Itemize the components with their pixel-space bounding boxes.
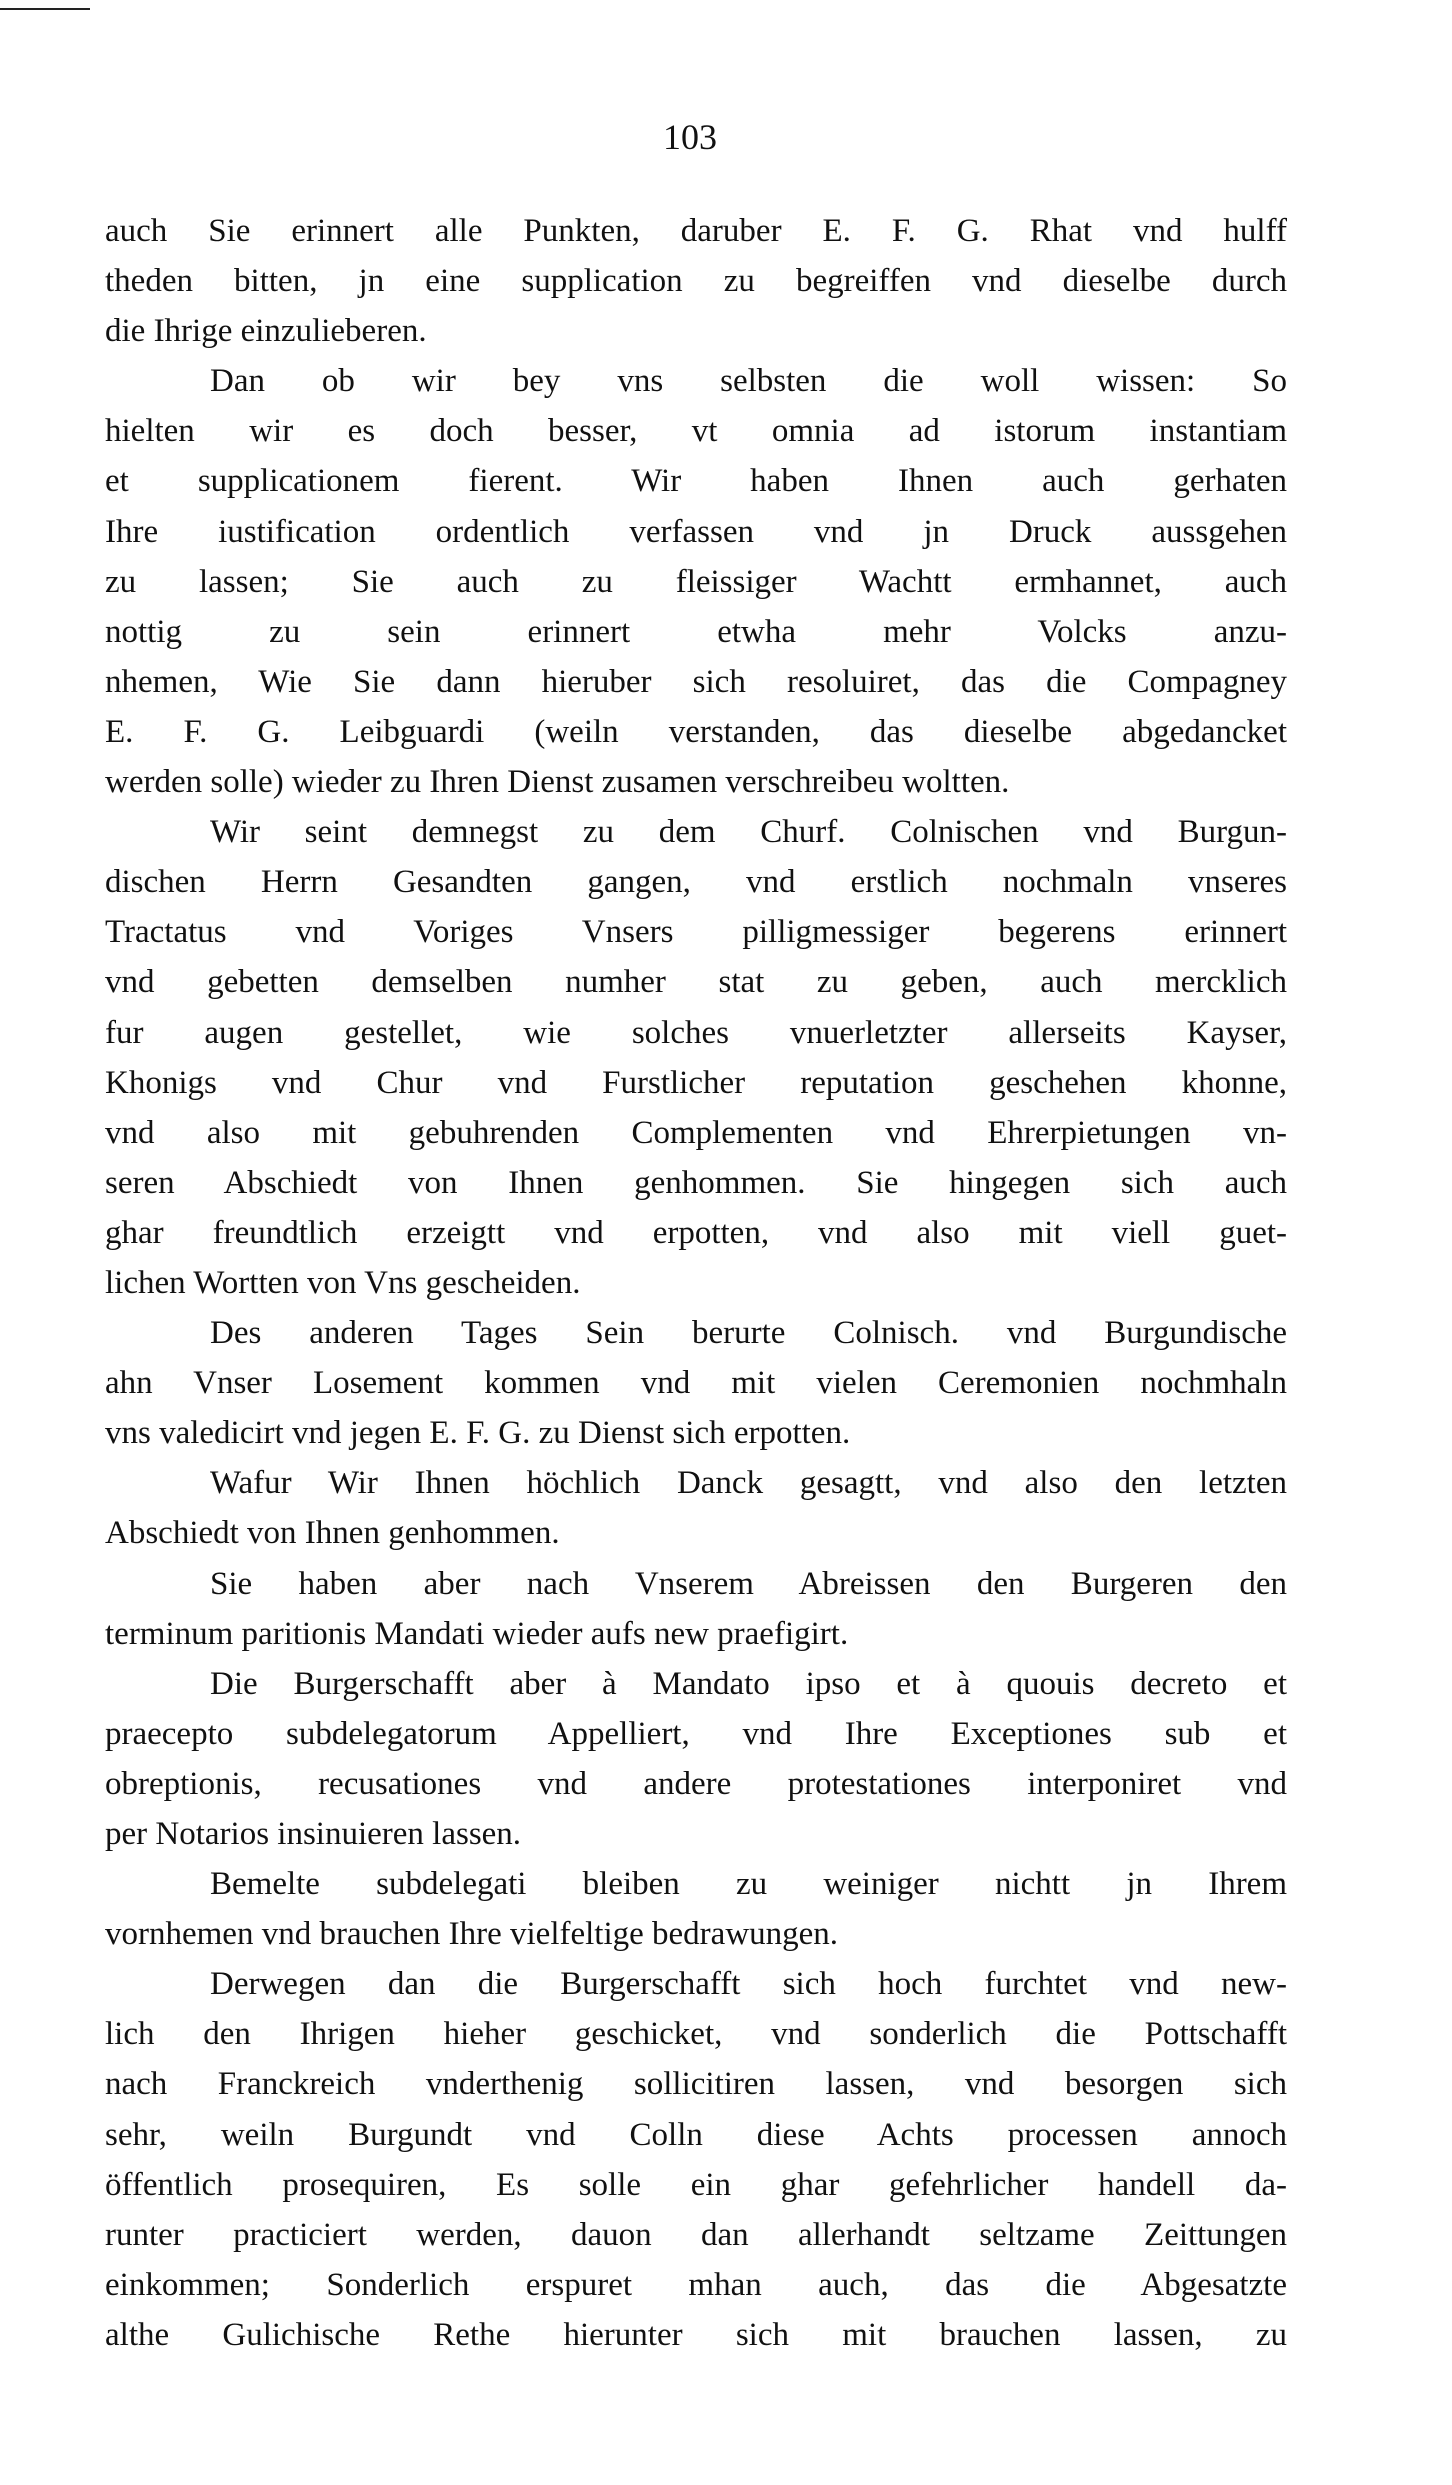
text-line: theden bitten, jn eine supplication zu begreiffen vnd dieselbe durch: [105, 263, 1287, 300]
text-line: lich den Ihrigen hieher geschicket, vnd sonderlich die Pottschafft: [105, 2016, 1287, 2053]
paragraph: [105, 807, 1287, 1308]
paragraph: [105, 1959, 1287, 2360]
text-line: auch Sie erinnert alle Punkten, daruber E. F. G. Rhat vnd hulff: [105, 213, 1287, 249]
text-line: praecepto subdelegatorum Appelliert, vnd Ihre Exceptiones sub et: [105, 1715, 1287, 1752]
text-line: vnd gebetten demselben numher stat zu geben, auch mercklich: [105, 964, 1287, 1001]
text-line: Die Burgerschafft aber à Mandato ipso et à quouis decreto et: [210, 1665, 1287, 1702]
text-line: einkommen; Sonderlich erspuret mhan auch, das die Abgesatzte: [105, 2266, 1287, 2303]
body-text: [105, 206, 1287, 2360]
text-line: runter practiciert werden, dauon dan allerhandt seltzame Zeittungen: [105, 2216, 1287, 2253]
paragraph: [105, 356, 1287, 807]
text-line: sehr, weiln Burgundt vnd Colln diese Achts processen annoch: [105, 2116, 1287, 2153]
text-line: fur augen gestellet, wie solches vnuerletzter allerseits Kayser,: [105, 1014, 1287, 1051]
text-line: ghar freundtlich erzeigtt vnd erpotten, vnd also mit viell guet-: [105, 1214, 1287, 1251]
paragraph: [105, 206, 1287, 356]
text-line: per Notarios insinuieren lassen.: [105, 1816, 522, 1852]
text-line: Des anderen Tages Sein berurte Colnisch. vnd Burgundische: [210, 1315, 1287, 1352]
text-line: Wir seint demnegst zu dem Churf. Colnischen vnd Burgun-: [210, 814, 1287, 851]
text-line: vornhemen vnd brauchen Ihre vielfeltige bedrawungen.: [105, 1916, 839, 1953]
text-line: die Ihrige einzulieberen.: [105, 313, 427, 350]
text-line: Abschiedt von Ihnen genhommen.: [105, 1515, 560, 1552]
text-line: Khonigs vnd Chur vnd Furstlicher reputation geschehen khonne,: [105, 1064, 1287, 1101]
text-line: seren Abschiedt von Ihnen genhommen. Sie hingegen sich auch: [105, 1164, 1287, 1201]
text-line: Wafur Wir Ihnen höchlich Danck gesagtt, vnd also den letzten: [210, 1465, 1287, 1502]
text-line: zu lassen; Sie auch zu fleissiger Wachtt ermhannet, auch: [105, 563, 1287, 600]
text-line: werden solle) wieder zu Ihren Dienst zusamen verschreibeu woltten.: [105, 764, 1010, 801]
text-line: hielten wir es doch besser, vt omnia ad istorum instantiam: [105, 413, 1287, 450]
paragraph: [105, 1308, 1287, 1458]
paragraph: [105, 1458, 1287, 1558]
text-line: E. F. G. Leibguardi (weiln verstanden, das dieselbe abgedancket: [105, 713, 1287, 750]
paragraph: [105, 1859, 1287, 1959]
text-line: nottig zu sein erinnert etwha mehr Volcks anzu-: [105, 613, 1287, 650]
text-line: nhemen, Wie Sie dann hieruber sich resoluiret, das die Compagney: [105, 663, 1287, 700]
text-line: vns valedicirt vnd jegen E. F. G. zu Dienst sich erpotten.: [105, 1415, 851, 1452]
paragraph: [105, 1659, 1287, 1859]
paragraph: [105, 1559, 1287, 1659]
text-line: lichen Wortten von Vns gescheiden.: [105, 1264, 581, 1301]
text-line: Tractatus vnd Voriges Vnsers pilligmessiger begerens erinnert: [105, 914, 1287, 951]
text-line: Ihre iustification ordentlich verfassen vnd jn Druck aussgehen: [105, 513, 1287, 550]
text-line: althe Gulichische Rethe hierunter sich mit brauchen lassen, zu: [105, 2316, 1287, 2353]
text-line: terminum paritionis Mandati wieder aufs new praefigirt.: [105, 1615, 849, 1652]
text-line: obreptionis, recusationes vnd andere protestationes interponiret vnd: [105, 1765, 1287, 1802]
text-line: Dan ob wir bey vns selbsten die woll wissen: So: [210, 363, 1287, 400]
text-line: Derwegen dan die Burgerschafft sich hoch furchtet vnd new-: [210, 1966, 1287, 2003]
text-line: nach Franckreich vnderthenig sollicitiren lassen, vnd besorgen sich: [105, 2066, 1287, 2103]
text-line: Bemelte subdelegati bleiben zu weiniger nichtt jn Ihrem: [210, 1866, 1287, 1903]
page-number: 103: [663, 117, 717, 157]
text-line: Sie haben aber nach Vnserem Abreissen den Burgeren den: [210, 1565, 1287, 1602]
text-line: ahn Vnser Losement kommen vnd mit vielen Ceremonien nochmhaln: [105, 1365, 1287, 1402]
text-line: et supplicationem fierent. Wir haben Ihnen auch gerhaten: [105, 463, 1287, 500]
text-line: vnd also mit gebuhrenden Complementen vnd Ehrerpietungen vn-: [105, 1114, 1287, 1151]
text-line: öffentlich prosequiren, Es solle ein ghar gefehrlicher handell da-: [105, 2166, 1287, 2203]
scan-edge-rule: [0, 8, 90, 10]
text-line: dischen Herrn Gesandten gangen, vnd erstlich nochmaln vnseres: [105, 864, 1287, 901]
